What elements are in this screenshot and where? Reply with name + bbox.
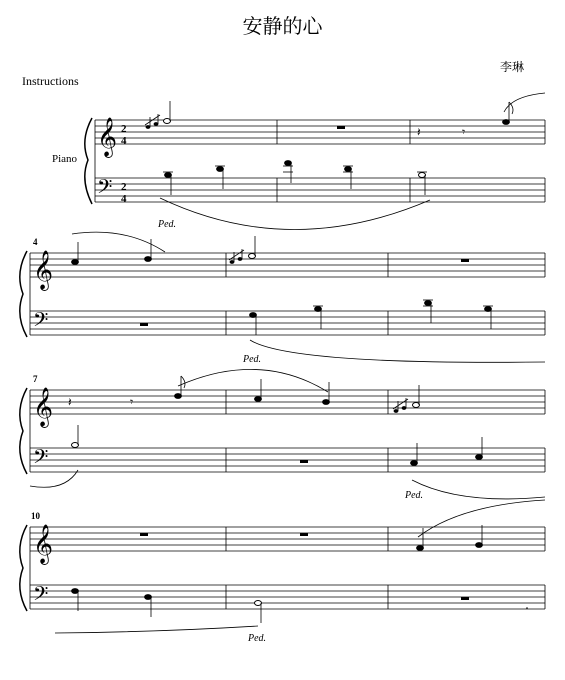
svg-text:𝄽: 𝄽 [68, 395, 72, 409]
measure-number-10: 10 [31, 511, 40, 521]
bass-clef-icon: 𝄢 [97, 175, 113, 203]
bass-clef-icon: 𝄢 [33, 308, 49, 336]
time-sig-top-treble: 2 [121, 123, 127, 135]
system-2 [20, 251, 545, 337]
time-sig-bottom-treble: 4 [121, 135, 127, 147]
instructions-label: Instructions [22, 74, 79, 88]
bass-clef-icon: 𝄢 [33, 445, 49, 473]
treble-clef-icon: 𝄞 [33, 387, 54, 427]
system-3 [20, 388, 545, 474]
treble-clef-icon: 𝄞 [97, 117, 118, 157]
system-3-symbols [30, 369, 545, 501]
svg-text:𝄾: 𝄾 [130, 395, 134, 409]
pedal-mark-2: Ped. [243, 354, 262, 365]
pedal-mark-3: Ped. [405, 490, 424, 501]
measure-number-4: 4 [33, 237, 38, 247]
system-2-symbols [33, 232, 545, 365]
svg-text:𝄾: 𝄾 [462, 125, 466, 139]
system-4-symbols [33, 500, 545, 644]
measure-number-7: 7 [33, 374, 38, 384]
instrument-label: Piano [52, 153, 78, 165]
score-title: 安静的心 [242, 14, 323, 38]
pedal-mark-4: Ped. [248, 633, 267, 644]
treble-clef-icon: 𝄞 [33, 524, 54, 564]
bass-clef-icon: 𝄢 [33, 582, 49, 610]
half-rest [337, 126, 345, 129]
time-sig-bottom-bass: 4 [121, 193, 127, 205]
system-1 [85, 118, 545, 204]
system-1-symbols [97, 93, 545, 230]
pedal-mark-1: Ped. [158, 219, 177, 230]
treble-clef-icon: 𝄞 [33, 250, 54, 290]
composer-name: 李琳 [500, 60, 525, 74]
time-sig-top-bass: 2 [121, 181, 127, 193]
svg-text:𝄽: 𝄽 [417, 125, 421, 139]
